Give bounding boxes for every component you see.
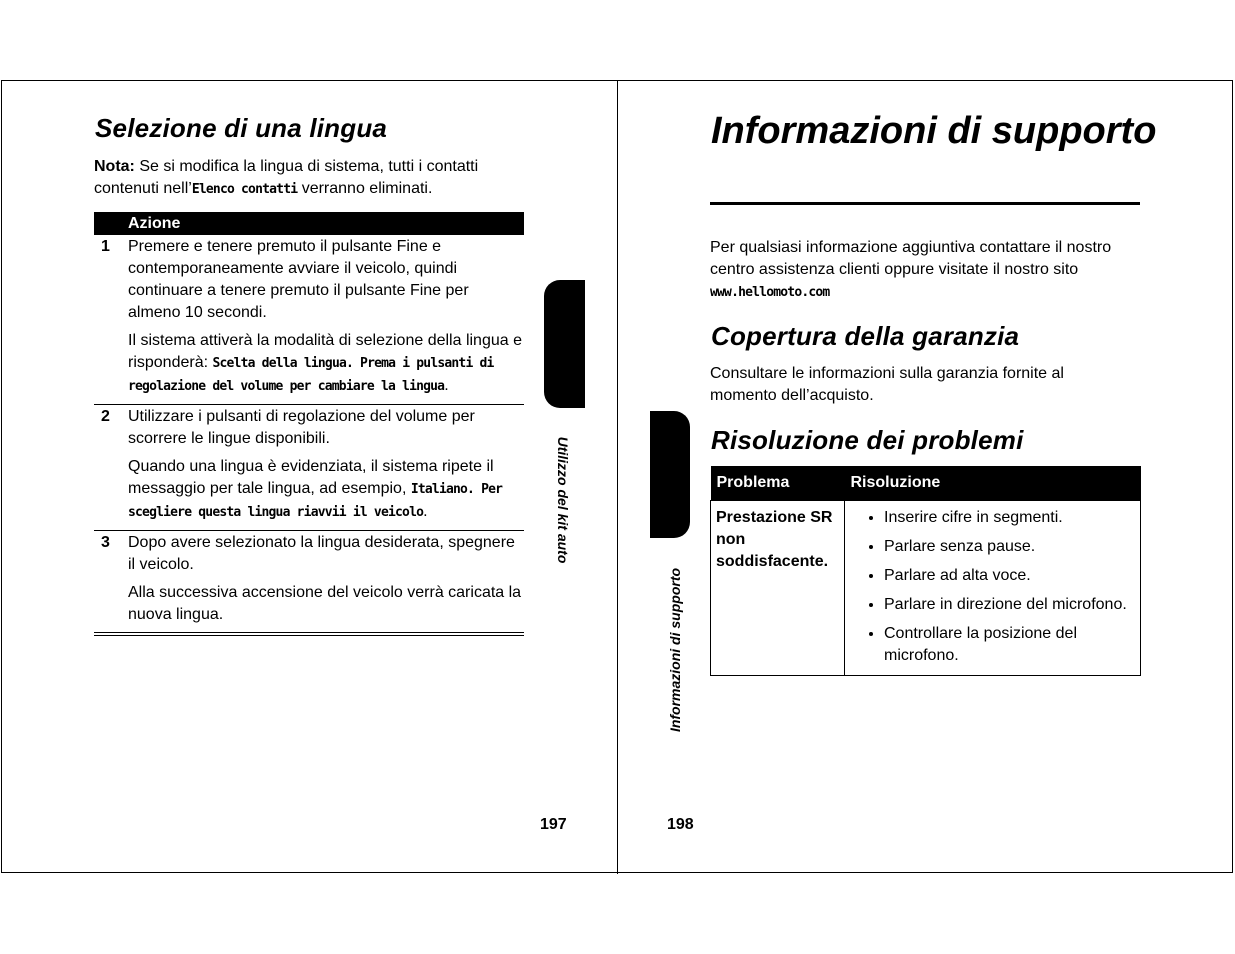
step-number: 3 [101, 534, 110, 551]
step-row [94, 235, 524, 405]
step-row [94, 531, 524, 633]
step-detail-term: Italiano. Per scegliere questa lingua riavvii il veicolo [128, 482, 503, 520]
column-header-problem: Problema [711, 466, 845, 501]
title-rule [710, 202, 1140, 205]
note-paragraph [94, 156, 514, 201]
step-detail: Alla successiva accensione del veicolo verrà caricata la nuova lingua. [128, 584, 522, 623]
section-tab-marker [650, 411, 690, 538]
column-header-solution: Risoluzione [845, 466, 1141, 501]
step-number: 2 [101, 408, 110, 425]
list-item: • Parlare senza pause. [884, 536, 1135, 558]
language-selection-heading: Selezione di una lingua [95, 113, 388, 143]
list-item: • Parlare ad alta voce. [884, 565, 1135, 587]
list-item: • Inserire cifre in segmenti. [884, 507, 1135, 529]
troubleshooting-heading: Risoluzione dei problemi [711, 425, 1024, 455]
note-label: Nota: [94, 158, 135, 175]
list-item: • Controllare la posizione del microfono. [884, 623, 1135, 667]
table-row [711, 501, 1141, 676]
list-item: • Parlare in direzione del microfono. [884, 594, 1135, 616]
section-tab-marker [544, 280, 585, 408]
table-end-rule [94, 633, 524, 636]
step-text: Utilizzare i pulsanti di regolazione del volume per scorrere le lingue disponibili. [128, 408, 475, 447]
steps-table-header: Azione [94, 212, 524, 235]
warranty-heading: Copertura della garanzia [711, 321, 1020, 351]
steps-table [94, 212, 524, 636]
left-side-label: Utilizzo del kit auto [555, 436, 571, 564]
step-number: 1 [101, 238, 110, 255]
note-text-2: verranno eliminati. [297, 180, 433, 197]
right-page-number: 198 [667, 816, 694, 833]
warranty-text: Consultare le informazioni sulla garanzia fornite al momento dell’acquisto. [710, 365, 1064, 404]
step-detail-term: Scelta della lingua. Prema i pulsanti di regolazione del volume per cambiare la lingua [128, 356, 494, 394]
step-row [94, 405, 524, 531]
note-term: Elenco contatti [191, 182, 298, 197]
left-page-number: 197 [540, 816, 567, 833]
page-title: Informazioni di supporto [711, 110, 1157, 152]
step-text: Premere e tenere premuto il pulsante Fine e contemporaneamente avviare il veicolo, quindi continuare a tenere premuto il pulsante Fine per almeno 10 secondi. [128, 238, 469, 321]
support-url: www.hellomoto.com [710, 285, 830, 300]
page-divider [617, 80, 618, 874]
troubleshooting-table [710, 466, 1141, 676]
solution-cell [845, 501, 1141, 676]
step-text: Dopo avere selezionato la lingua desiderata, spegnere il veicolo. [128, 534, 515, 573]
step-detail: Il sistema attiverà la modalità di selezione della lingua e risponderà: Scelta della lingua. Prema i pulsanti di regolazione del volume per cambiare la lingua. [128, 332, 522, 394]
problem-cell: Prestazione SR non soddisfacente. [711, 501, 845, 676]
step-detail: Quando una lingua è evidenziata, il sistema ripete il messaggio per tale lingua, ad esempio, Italiano. Per scegliere questa lingua riavvii il veicolo. [128, 458, 503, 520]
right-side-label: Informazioni di supporto [667, 567, 683, 733]
note-text-1: Se si modifica la lingua di sistema, tutti i contatti contenuti nell’ [94, 158, 479, 197]
intro-paragraph: Per qualsiasi informazione aggiuntiva contattare il nostro centro assistenza clienti oppure visitate il nostro sito www.hellomoto.com [710, 239, 1112, 300]
solution-list [850, 507, 1135, 667]
